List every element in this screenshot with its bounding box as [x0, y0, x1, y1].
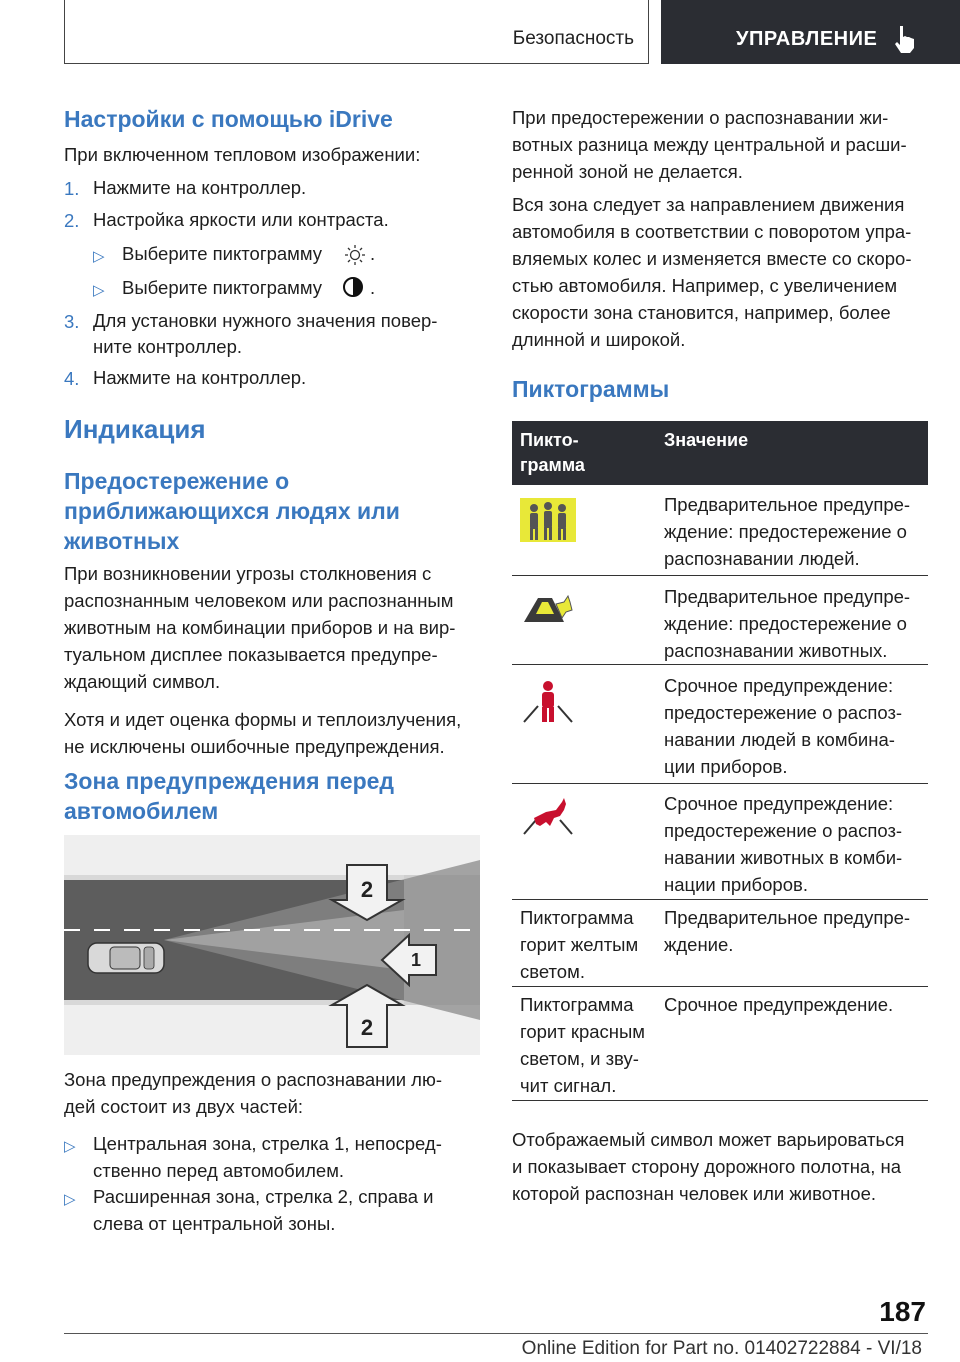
arrow-label: 1 — [410, 950, 422, 970]
warning-heading: приближающихся людях или — [64, 498, 400, 524]
table-header — [512, 421, 928, 485]
zone-bullet: Расширенная зона, стрелка 2, справа и — [93, 1186, 434, 1207]
warning-heading: животных — [64, 528, 180, 554]
warning-para: распознанным человеком или распознанным — [64, 590, 454, 611]
step-text: ните контроллер. — [93, 336, 243, 357]
warning-heading: Предостережение о — [64, 468, 290, 494]
row-divider — [512, 899, 928, 900]
arrow-label: 2 — [360, 877, 374, 902]
row-meaning: Предварительное предупре- — [664, 586, 911, 607]
zone-heading: Зона предупреждения перед — [64, 768, 395, 794]
header-chapter-tab — [661, 0, 960, 64]
row-meaning: навании животных в комби- — [664, 847, 903, 868]
right-para: скорости зона становится, например, более — [512, 302, 891, 323]
row-meaning: Срочное предупреждение. — [664, 994, 894, 1015]
row-pict-text: горит желтым — [520, 934, 639, 955]
triangle-bullet-icon: ▷ — [64, 1191, 76, 1208]
pictograms-heading: Пиктограммы — [512, 376, 670, 402]
zone-bullet: Центральная зона, стрелка 1, непосред- — [93, 1133, 442, 1154]
step-text: Для установки нужного значения повер- — [93, 310, 438, 331]
substep-text: Выберите пиктограмму — [122, 277, 323, 298]
row-meaning: Срочное предупреждение: — [664, 675, 894, 696]
substep-dot: . — [370, 277, 376, 298]
row-meaning: нации приборов. — [664, 874, 808, 895]
row-meaning: распознавании животных. — [664, 640, 888, 661]
person-red-icon — [520, 678, 576, 726]
row-meaning: Срочное предупреждение: — [664, 793, 894, 814]
row-pict-text: горит красным — [520, 1021, 646, 1042]
animal-yellow-icon — [520, 590, 576, 626]
row-meaning: предостережение о распоз- — [664, 820, 903, 841]
right-para: При предостережении о распознавании жи- — [512, 107, 889, 128]
car-icon — [88, 943, 164, 973]
right-para: автомобиля в соответствии с поворотом упра- — [512, 221, 912, 242]
zone-para: Зона предупреждения о распознавании лю- — [64, 1069, 443, 1090]
indication-heading: Индикация — [64, 414, 206, 444]
warning-para: туальном дисплее показывается предупре- — [64, 644, 438, 665]
zone-bullet: слева от центральной зоны. — [93, 1213, 336, 1234]
step-number: 3. — [64, 311, 80, 332]
row-divider — [512, 986, 928, 987]
row-meaning: распознавании людей. — [664, 548, 860, 569]
step-number: 2. — [64, 210, 80, 231]
row-pict-text: чит сигнал. — [520, 1075, 617, 1096]
substep-text: Выберите пиктограмму — [122, 243, 323, 264]
step-number: 1. — [64, 178, 80, 199]
row-meaning: ждение: предостережение о — [664, 521, 907, 542]
triangle-bullet-icon: ▷ — [93, 282, 105, 299]
substep-dot: . — [370, 243, 376, 264]
hand-pointer-icon — [893, 24, 917, 54]
table-header-col1: Пикто- — [520, 430, 579, 450]
row-divider — [512, 664, 928, 665]
right-para: Вся зона следует за направлением движения — [512, 194, 905, 215]
arrow-label: 2 — [360, 1015, 374, 1040]
step-text: Настройка яркости или контраста. — [93, 209, 389, 230]
step-text: Нажмите на контроллер. — [93, 177, 307, 198]
contrast-icon — [342, 276, 364, 298]
right-para: Отображаемый символ может варьироваться — [512, 1129, 905, 1150]
row-divider — [512, 783, 928, 784]
zone-heading: автомобилем — [64, 798, 219, 824]
idrive-intro: При включенном тепловом изображении: — [64, 144, 421, 165]
header-section-tab — [64, 0, 649, 64]
triangle-bullet-icon: ▷ — [93, 248, 105, 265]
animal-red-icon — [520, 796, 576, 838]
right-para: ренной зоной не делается. — [512, 161, 743, 182]
row-meaning: предостережение о распоз- — [664, 702, 903, 723]
idrive-heading: Настройки с помощью iDrive — [64, 106, 393, 132]
right-para: стью автомобиля. Например, с увеличением — [512, 275, 898, 296]
page-number: 187 — [879, 1296, 926, 1327]
right-para: вляемых колес и изменяется вместе со скоро- — [512, 248, 912, 269]
right-para: длинной и широкой. — [512, 329, 686, 350]
row-meaning: Предварительное предупре- — [664, 494, 911, 515]
row-pict-text: светом, и зву- — [520, 1048, 639, 1069]
table-header-col2: Значение — [664, 430, 749, 450]
row-pict-text: Пиктограмма — [520, 994, 634, 1015]
warning-para: животным на комбинации приборов и на вир- — [64, 617, 456, 638]
warning-para: не исключены ошибочные предупреждения. — [64, 736, 445, 757]
row-meaning: Предварительное предупре- — [664, 907, 911, 928]
right-para: и показывает сторону дорожного полотна, на — [512, 1156, 901, 1177]
zone-para: дей состоит из двух частей: — [64, 1096, 304, 1117]
right-para: вотных разница между центральной и расши- — [512, 134, 907, 155]
row-pict-text: Пиктограмма — [520, 907, 634, 928]
row-divider — [512, 1100, 928, 1101]
row-divider — [512, 575, 928, 576]
step-number: 4. — [64, 368, 80, 389]
warning-zone-diagram — [64, 835, 480, 1055]
row-pict-text: светом. — [520, 961, 585, 982]
warning-para: При возникновении угрозы столкновения с — [64, 563, 432, 584]
footer-divider — [64, 1333, 928, 1334]
header-section-label: Безопасность — [512, 28, 634, 49]
row-meaning: навании людей в комбина- — [664, 729, 895, 750]
zone-bullet: ственно перед автомобилем. — [93, 1160, 345, 1181]
row-meaning: ждение. — [664, 934, 734, 955]
people-yellow-icon — [520, 498, 576, 542]
footer-edition: Online Edition for Part no. 01402722884 - VI/18 — [521, 1338, 922, 1359]
warning-para: ждающий символ. — [64, 671, 221, 692]
row-meaning: ции приборов. — [664, 756, 788, 777]
table-header-col1: грамма — [520, 455, 585, 475]
header-chapter-label: УПРАВЛЕНИЕ — [736, 28, 878, 50]
brightness-icon — [344, 244, 366, 266]
row-meaning: ждение: предостережение о — [664, 613, 907, 634]
warning-para: Хотя и идет оценка формы и теплоизлучения, — [64, 709, 462, 730]
triangle-bullet-icon: ▷ — [64, 1138, 76, 1155]
step-text: Нажмите на контроллер. — [93, 367, 307, 388]
right-para: которой распознан человек или животное. — [512, 1183, 877, 1204]
